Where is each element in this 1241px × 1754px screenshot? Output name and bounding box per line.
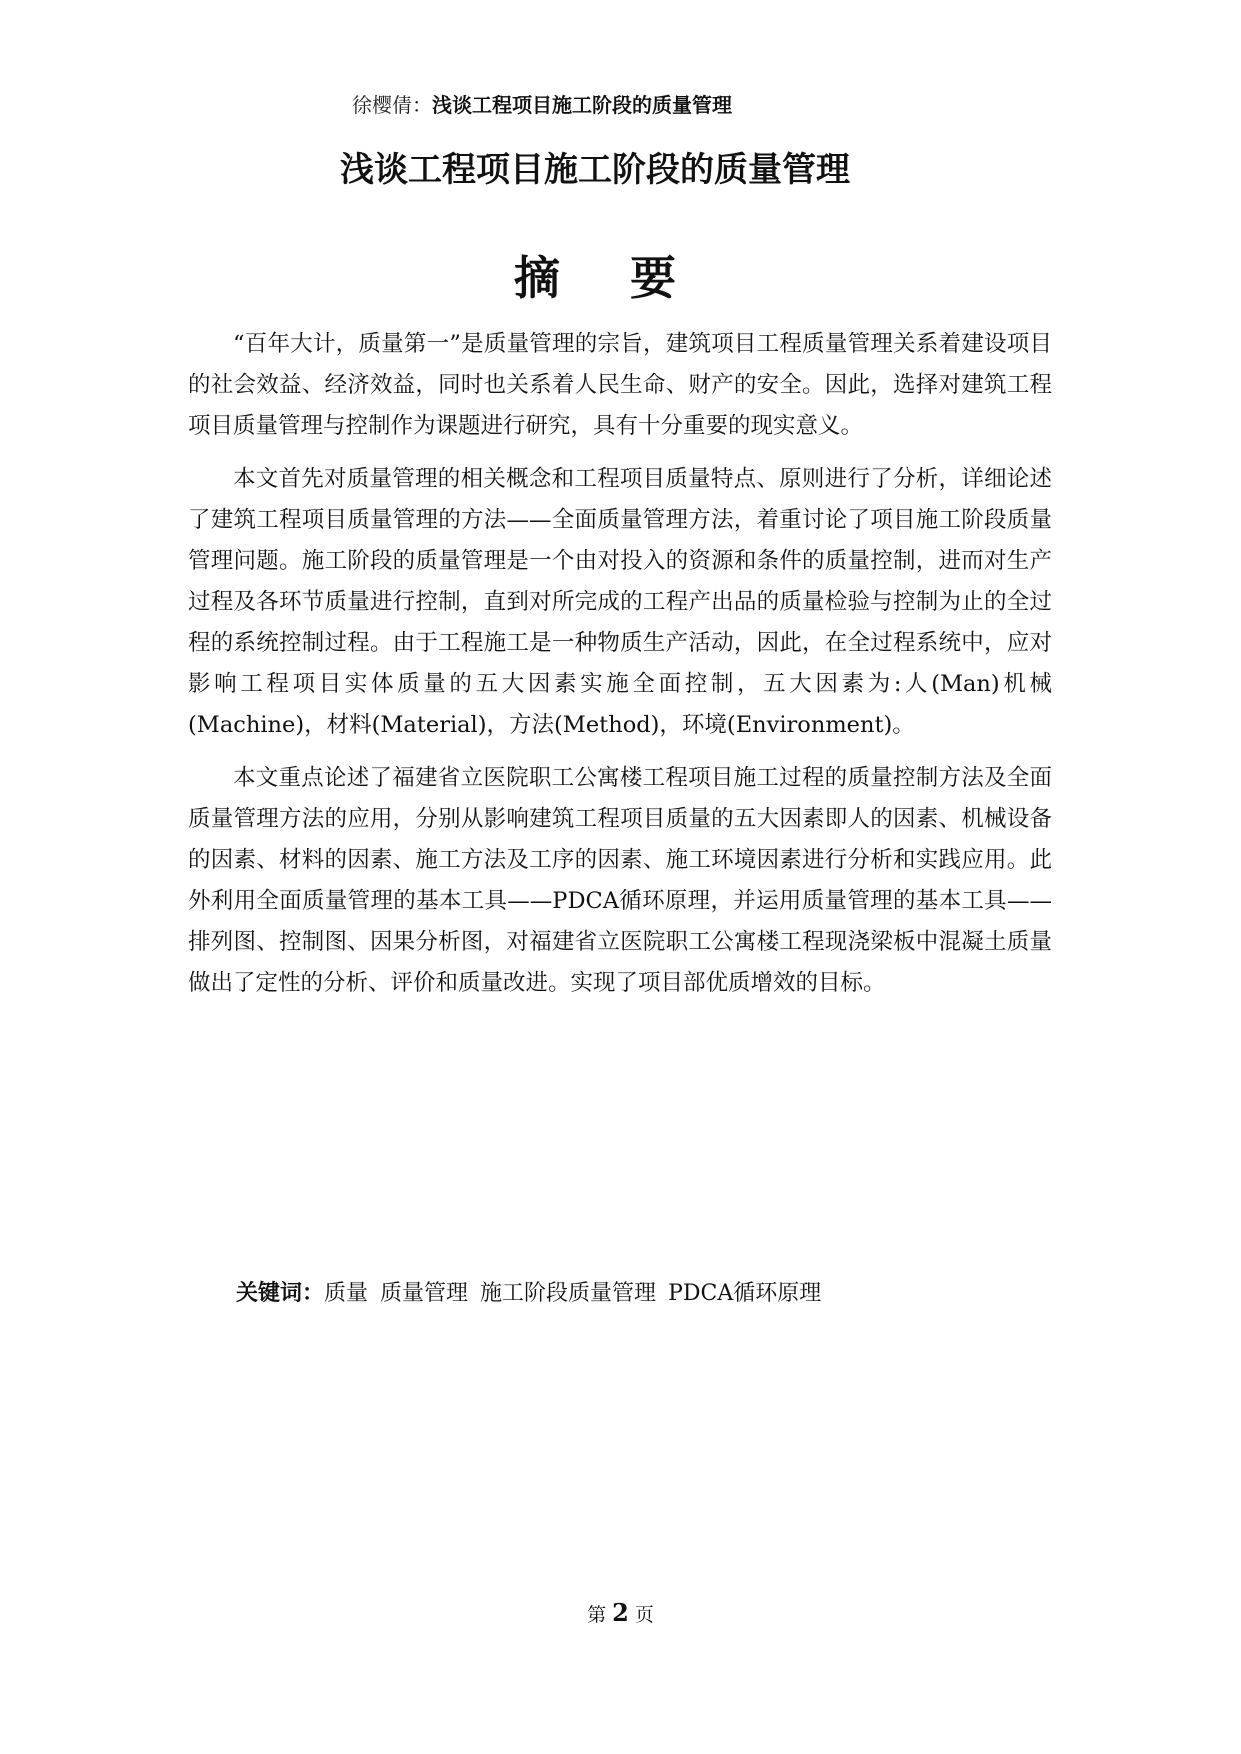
header-title: 浅谈工程项目施工阶段的质量管理 [432,93,732,117]
page-number-value: 2 [612,1598,629,1627]
keywords-line [236,1278,833,1310]
abstract-paragraph-3: 本文重点论述了福建省立医院职工公寓楼工程项目施工过程的质量控制方法及全面质量管理方法的应用，分别从影响建筑工程项目质量的五大因素即人的因素、机械设备的因素、材料的因素、施工方法及工序的因素、施工环境因素进行分析和实践应用。此外利用全面质量管理的基本工具——PDCA循环原理，并运用质量管理的基本工具——排列图、控制图、因果分析图，对福建省立医院职工公寓楼工程现浇梁板中混凝土质量做出了定性的分析、评价和质量改进。实现了项目部优质增效的目标。 [188,765,1052,996]
page-number-prefix: 第 [587,1604,607,1626]
running-header [352,90,732,120]
keyword-item: PDCA循环原理 [668,1281,822,1306]
header-separator: ： [412,93,432,117]
abstract-paragraph-1: “百年大计，质量第一”是质量管理的宗旨，建筑项目工程质量管理关系着建设项目的社会效益、经济效益，同时也关系着人民生命、财产的安全。因此，选择对建筑工程项目质量管理与控制作为课题进行研究，具有十分重要的现实意义。 [188,331,1052,439]
header-author: 徐樱倩 [352,93,412,117]
keyword-item: 施工阶段质量管理 [480,1281,657,1306]
page-number [0,1598,1241,1630]
document-title: 浅谈工程项目施工阶段的质量管理 [340,150,850,190]
abstract-heading: 摘要 [514,251,746,305]
abstract-paragraph-2: 本文首先对质量管理的相关概念和工程项目质量特点、原则进行了分析，详细论述了建筑工程项目质量管理的方法——全面质量管理方法，着重讨论了项目施工阶段质量管理问题。施工阶段的质量管理是一个由对投入的资源和条件的质量控制，进而对生产过程及各环节质量进行控制，直到对所完成的工程产出品的质量检验与控制为止的全过程的系统控制过程。由于工程施工是一种物质生产活动，因此，在全过程系统中，应对影响工程项目实体质量的五大因素实施全面控制，五大因素为:人(Man)机械(Machine)，材料(Material)，方法(Method)，环境(Environment)。 [188,466,1052,738]
keywords-label: 关键词： [236,1281,325,1306]
keyword-item: 质量管理 [380,1281,469,1306]
keyword-item: 质量 [324,1281,369,1306]
abstract-body [188,324,1052,1016]
page-number-suffix: 页 [634,1604,654,1626]
